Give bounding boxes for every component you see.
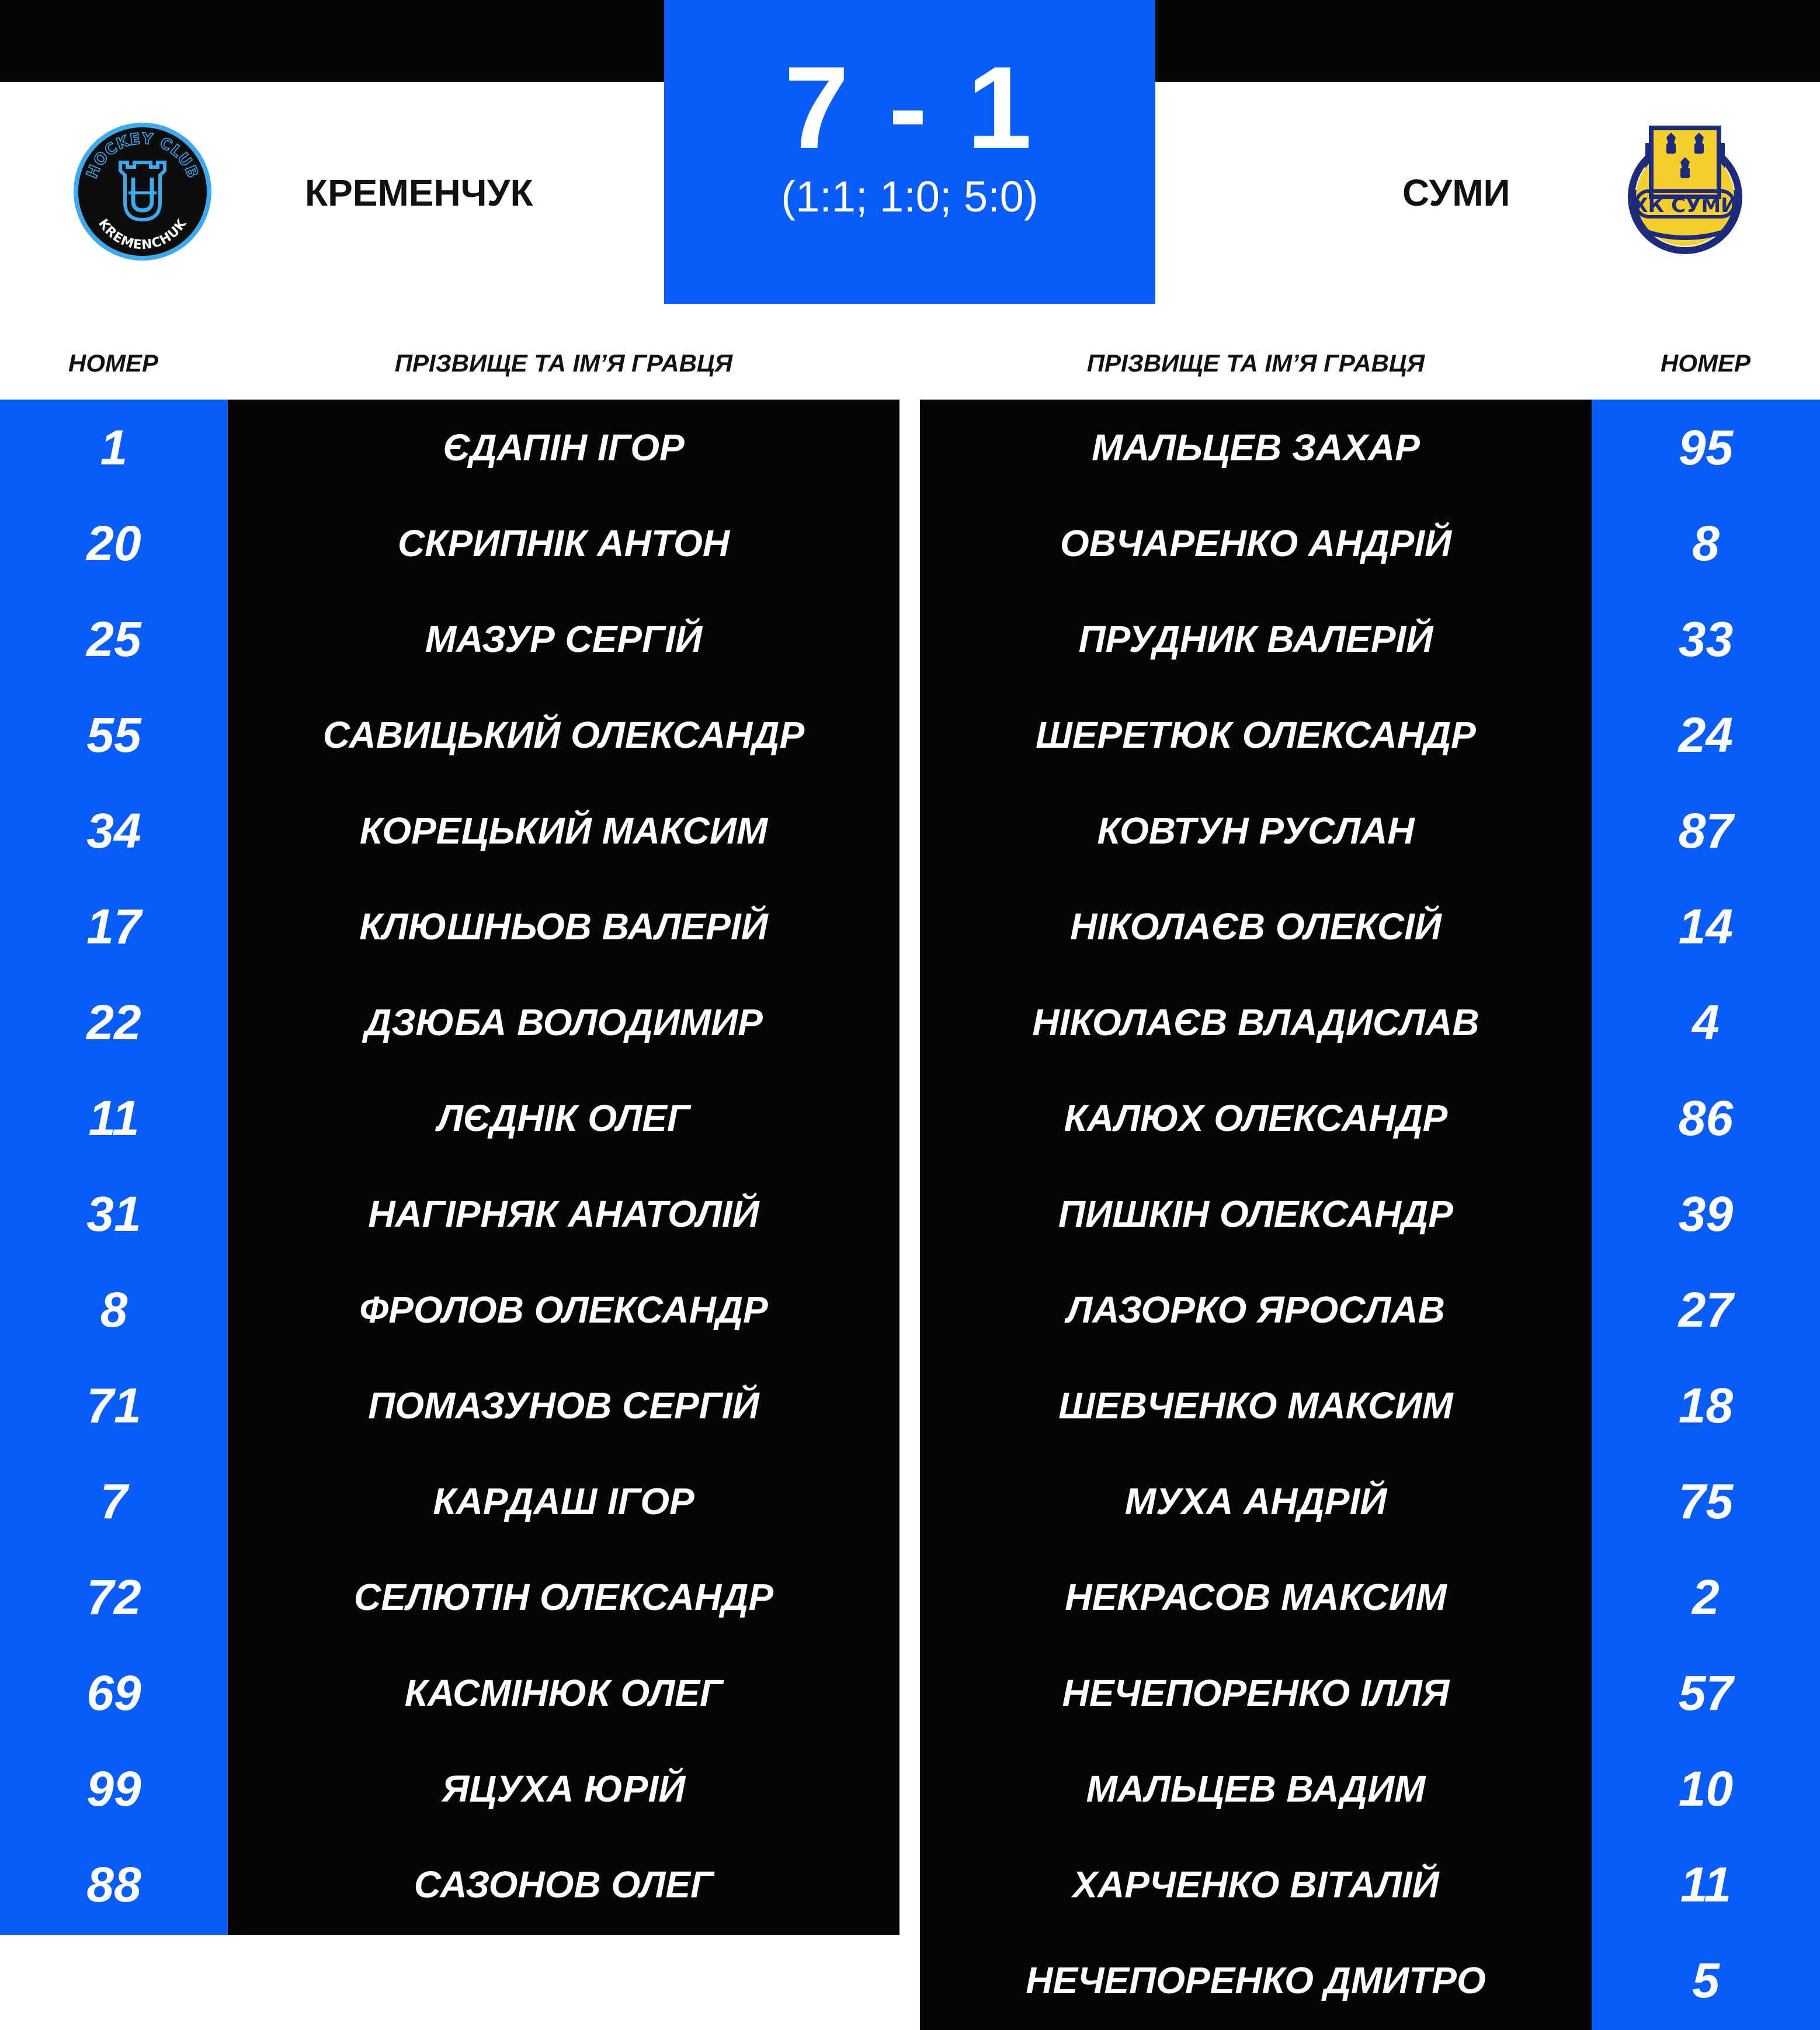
home-team-logo bbox=[72, 122, 213, 262]
home-player-number: 20 bbox=[86, 516, 141, 571]
home-player-name: ПОМАЗУНОВ СЕРГІЙ bbox=[368, 1384, 759, 1427]
away-number-list bbox=[1592, 400, 1820, 2028]
away-player-number: 11 bbox=[1680, 1857, 1732, 1912]
home-player-number: 69 bbox=[86, 1665, 141, 1720]
away-player-number: 75 bbox=[1678, 1474, 1734, 1529]
away-player-number: 5 bbox=[1692, 1953, 1720, 2008]
away-player-name: НІКОЛАЄВ ОЛЕКСІЙ bbox=[1070, 905, 1442, 948]
home-player-number: 1 bbox=[100, 420, 128, 475]
final-score: 7 - 1 bbox=[784, 43, 1036, 173]
away-player-number: 95 bbox=[1678, 420, 1734, 475]
away-player-number: 14 bbox=[1678, 899, 1734, 954]
away-player-number: 39 bbox=[1678, 1186, 1734, 1241]
away-player-number: 86 bbox=[1678, 1091, 1734, 1146]
home-player-name: САЗОНОВ ОЛЕГ bbox=[414, 1864, 714, 1906]
home-player-header: ПРІЗВИЩЕ ТА ІМ’Я ГРАВЦЯ bbox=[394, 349, 733, 377]
away-player-number: 33 bbox=[1678, 612, 1734, 667]
home-player-name: ФРОЛОВ ОЛЕКСАНДР bbox=[359, 1289, 768, 1331]
home-player-number: 25 bbox=[86, 612, 141, 667]
home-player-number: 11 bbox=[88, 1091, 140, 1146]
away-player-number: 8 bbox=[1692, 516, 1720, 571]
home-player-name: ЄДАПІН ІГОР bbox=[443, 426, 685, 469]
home-player-number: 71 bbox=[86, 1378, 141, 1433]
away-player-name: ПИШКІН ОЛЕКСАНДР bbox=[1058, 1193, 1453, 1235]
home-player-number: 31 bbox=[86, 1186, 141, 1241]
home-number-list bbox=[0, 400, 228, 1932]
home-player-number: 17 bbox=[86, 899, 141, 954]
away-player-name: МУХА АНДРІЙ bbox=[1124, 1480, 1387, 1522]
home-player-number: 7 bbox=[100, 1474, 128, 1529]
home-player-number: 55 bbox=[86, 707, 141, 762]
away-player-list bbox=[920, 400, 1592, 2028]
away-player-name: НЕЧЕПОРЕНКО ДМИТРО bbox=[1026, 1959, 1486, 2001]
home-player-name: КЛЮШНЬОВ ВАЛЕРІЙ bbox=[359, 905, 768, 948]
home-logo-text-bottom: KREMENCHUK bbox=[95, 216, 190, 253]
away-player-name: ПРУДНИК ВАЛЕРІЙ bbox=[1078, 618, 1433, 660]
away-player-name: ШЕРЕТЮК ОЛЕКСАНДР bbox=[1036, 714, 1476, 756]
home-player-name: КАСМІНЮК ОЛЕГ bbox=[404, 1672, 723, 1714]
home-player-name: СЕЛЮТІН ОЛЕКСАНДР bbox=[353, 1576, 774, 1618]
away-number-header: НОМЕР bbox=[1660, 349, 1750, 377]
away-player-name: ЛАЗОРКО ЯРОСЛАВ bbox=[1067, 1289, 1445, 1331]
home-player-name: ЯЦУХА ЮРІЙ bbox=[442, 1768, 686, 1810]
away-team-logo bbox=[1615, 120, 1755, 260]
home-player-number: 34 bbox=[86, 803, 141, 858]
away-logo-text: ХК СУМИ bbox=[1633, 194, 1738, 217]
away-player-name: ОВЧАРЕНКО АНДРІЙ bbox=[1060, 522, 1452, 564]
home-number-header: НОМЕР bbox=[68, 349, 158, 377]
home-player-number: 8 bbox=[100, 1282, 128, 1337]
away-player-name: НІКОЛАЄВ ВЛАДИСЛАВ bbox=[1032, 1001, 1479, 1043]
home-player-name: СКРИПНІК АНТОН bbox=[397, 522, 730, 564]
home-player-number: 72 bbox=[86, 1570, 141, 1625]
home-player-name: КОРЕЦЬКИЙ МАКСИМ bbox=[359, 810, 768, 852]
sumy-crest-icon bbox=[1615, 120, 1755, 260]
away-player-number: 4 bbox=[1692, 995, 1720, 1050]
home-player-name: ЛЄДНІК ОЛЕГ bbox=[437, 1097, 690, 1139]
home-player-list bbox=[228, 400, 899, 1932]
home-logo-text-top: HOCKEY CLUB bbox=[83, 130, 202, 181]
home-player-name: МАЗУР СЕРГІЙ bbox=[425, 618, 703, 660]
period-scores: (1:1; 1:0; 5:0) bbox=[781, 172, 1038, 221]
away-player-number: 57 bbox=[1678, 1665, 1734, 1720]
away-player-name: ШЕВЧЕНКО МАКСИМ bbox=[1058, 1384, 1453, 1427]
away-player-number: 24 bbox=[1678, 707, 1734, 762]
home-player-number: 88 bbox=[86, 1857, 141, 1912]
away-player-number: 27 bbox=[1678, 1282, 1734, 1337]
home-player-name: КАРДАШ ІГОР bbox=[433, 1480, 694, 1522]
away-player-name: НЕКРАСОВ МАКСИМ bbox=[1065, 1576, 1447, 1618]
home-player-name: САВИЦЬКИЙ ОЛЕКСАНДР bbox=[322, 714, 805, 756]
away-player-header: ПРІЗВИЩЕ ТА ІМ’Я ГРАВЦЯ bbox=[1086, 349, 1425, 377]
away-player-name: МАЛЬЦЕВ ЗАХАР bbox=[1092, 426, 1420, 469]
away-player-number: 18 bbox=[1678, 1378, 1734, 1433]
home-player-name: ДЗЮБА ВОЛОДИМИР bbox=[364, 1001, 763, 1043]
away-player-name: МАЛЬЦЕВ ВАДИМ bbox=[1086, 1768, 1426, 1810]
away-player-name: КАЛЮХ ОЛЕКСАНДР bbox=[1064, 1097, 1448, 1139]
away-player-number: 87 bbox=[1678, 803, 1734, 858]
away-player-name: КОВТУН РУСЛАН bbox=[1097, 810, 1415, 852]
away-player-number: 10 bbox=[1678, 1761, 1734, 1816]
kremenchuk-crest-icon bbox=[72, 122, 213, 262]
away-player-name: ХАРЧЕНКО ВІТАЛІЙ bbox=[1072, 1864, 1439, 1906]
home-player-number: 22 bbox=[86, 995, 141, 1050]
home-player-number: 99 bbox=[86, 1761, 141, 1816]
away-team-name: СУМИ bbox=[1402, 172, 1510, 214]
away-player-number: 2 bbox=[1692, 1570, 1720, 1625]
home-team-name: КРЕМЕНЧУК bbox=[305, 172, 533, 214]
home-player-name: НАГІРНЯК АНАТОЛІЙ bbox=[368, 1193, 759, 1235]
scoreboard bbox=[664, 0, 1155, 304]
away-player-name: НЕЧЕПОРЕНКО ІЛЛЯ bbox=[1062, 1672, 1450, 1714]
